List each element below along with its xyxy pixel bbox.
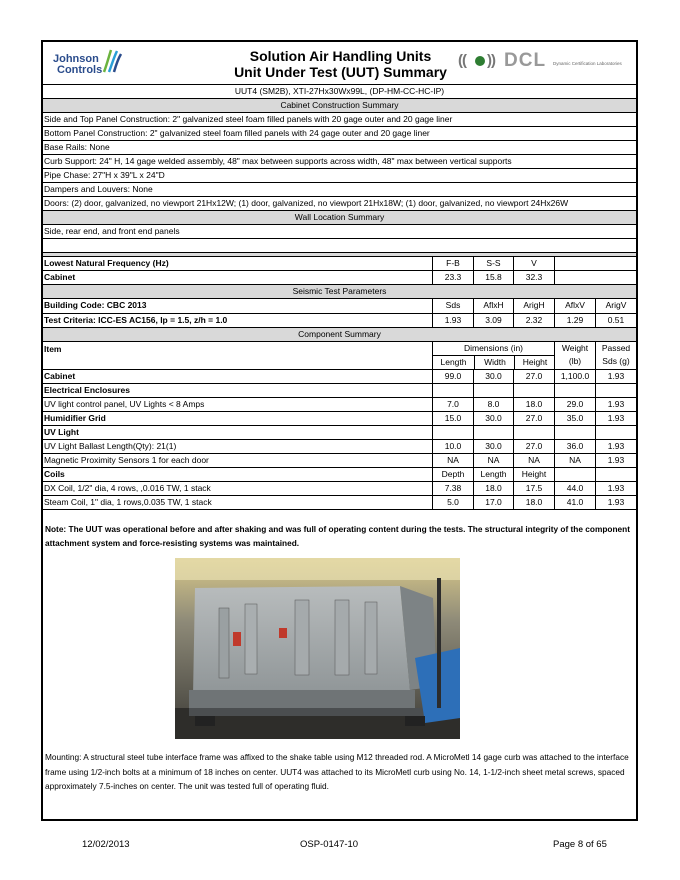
table-row: [43, 453, 636, 467]
row-cell: [473, 426, 513, 439]
wall-location-heading: Wall Location Summary: [43, 210, 636, 224]
johnson-controls-logo: [53, 48, 123, 80]
report-titles: [223, 48, 458, 80]
row-cell: Length: [473, 468, 513, 481]
operational-note: Note: The UUT was operational before and after shaking and was full of operating content during the tests. The structural integrity of the component attachment system and force-resisting systems was maintained.: [45, 524, 630, 548]
row-cell: 27.0: [513, 370, 554, 383]
freq-col: V: [513, 257, 554, 270]
construction-line: Curb Support: 24" H, 14 gage welded assembly, 48" max between supports across width, 48" max between vertical supports: [43, 154, 636, 168]
construction-line: Side and Top Panel Construction: 2" galvanized steel foam filled panels with 20 gage outer and 20 gage liner: [43, 112, 636, 126]
dim-col: Height: [514, 356, 555, 370]
row-label: UV light control panel, UV Lights < 8 Amps: [44, 399, 205, 409]
freq-value: 23.3: [432, 271, 473, 284]
freq-value: 32.3: [513, 271, 554, 284]
construction-line: Base Rails: None: [43, 140, 636, 154]
component-heading: Component Summary: [43, 327, 636, 341]
row-cell: 1.93: [595, 370, 636, 383]
frequency-row-label: Cabinet: [44, 272, 76, 282]
seismic-col: AflxH: [473, 299, 513, 313]
seismic-col: AflxV: [554, 299, 595, 313]
row-cell: NA: [432, 454, 473, 467]
construction-line: Bottom Panel Construction: 2" galvanized steel foam filled panels with 24 gage outer and 20 gage liner: [43, 126, 636, 140]
wall-location-text: Side, rear end, and front end panels: [43, 224, 636, 238]
row-cell: 17.0: [473, 496, 513, 509]
row-label: Steam Coil, 1" dia, 1 rows,0.035 TW, 1 stack: [44, 497, 212, 507]
row-cell: 7.0: [432, 398, 473, 411]
table-row: [43, 383, 636, 397]
freq-value: 15.8: [473, 271, 513, 284]
table-row: [43, 411, 636, 425]
row-label: Cabinet: [44, 371, 76, 381]
freq-col: F-B: [432, 257, 473, 270]
passed-header: [595, 342, 636, 369]
row-cell: 15.0: [432, 412, 473, 425]
row-cell: [595, 468, 636, 481]
item-label: Item: [44, 344, 62, 354]
dcl-wave-right-icon: )): [487, 52, 495, 69]
row-cell: [595, 384, 636, 397]
row-cell: 1.93: [595, 454, 636, 467]
table-row: [43, 439, 636, 453]
seismic-value: 1.93: [432, 314, 473, 327]
seismic-value: 0.51: [595, 314, 636, 327]
dcl-logo: [458, 52, 633, 72]
building-code: Building Code: CBC 2013: [44, 300, 147, 310]
seismic-col: Sds: [432, 299, 473, 313]
cabinet-construction-heading: Cabinet Construction Summary: [43, 98, 636, 112]
row-cell: 1.93: [595, 482, 636, 495]
row-cell: Depth: [432, 468, 473, 481]
test-criteria: Test Criteria: ICC-ES AC156, Ip = 1.5, z/h = 1.0: [44, 315, 228, 325]
row-cell: 1.93: [595, 440, 636, 453]
logo-line1: Johnson: [53, 53, 99, 65]
row-cell: 5.0: [432, 496, 473, 509]
report-subtitle: Unit Under Test (UUT) Summary: [234, 64, 447, 80]
row-cell: [513, 426, 554, 439]
construction-line: Pipe Chase: 27"H x 39"L x 24"D: [43, 168, 636, 182]
row-cell: 7.38: [432, 482, 473, 495]
uut-id-row: [43, 84, 636, 98]
uut-id: UUT4 (SM2B), XTI-27Hx30Wx99L, (DP-HM-CC-HC-IP): [234, 86, 445, 96]
row-cell: NA: [473, 454, 513, 467]
row-cell: Height: [513, 468, 554, 481]
row-cell: 8.0: [473, 398, 513, 411]
row-cell: [595, 426, 636, 439]
dims-label: Dimensions (in): [433, 342, 554, 356]
logo-mark-icon: [101, 48, 123, 74]
row-cell: 1,100.0: [554, 370, 595, 383]
construction-line: Doors: (2) door, galvanized, no viewport 21Hx12W; (1) door, galvanized, no viewport 21Hx18W; (1) door, galvanized, no viewport 24Hx26W: [43, 196, 636, 210]
weight-header: [554, 342, 595, 369]
row-cell: [554, 384, 595, 397]
row-cell: [473, 384, 513, 397]
row-cell: [554, 426, 595, 439]
row-label: Magnetic Proximity Sensors 1 for each door: [44, 455, 209, 465]
seismic-header-row: [43, 298, 636, 313]
row-cell: 18.0: [513, 496, 554, 509]
dim-col: Width: [474, 356, 515, 370]
dcl-subtitle: Dynamic Certification Laboratories: [553, 61, 622, 66]
row-label: UV Light: [44, 427, 79, 437]
row-cell: 36.0: [554, 440, 595, 453]
row-label: UV Light Ballast Length(Qty): 21(1): [44, 441, 177, 451]
table-row: [43, 467, 636, 481]
blank-row: [43, 238, 636, 252]
row-cell: [432, 384, 473, 397]
passed-unit: Sds (g): [602, 356, 630, 366]
row-cell: 30.0: [473, 440, 513, 453]
logo-line2: Controls: [57, 64, 103, 76]
row-cell: 27.0: [513, 412, 554, 425]
seismic-value: 1.29: [554, 314, 595, 327]
dcl-dot-icon: [475, 56, 485, 66]
freq-blank: [554, 271, 636, 284]
weight-label: Weight: [561, 343, 589, 353]
footer-date: 12/02/2013: [82, 839, 130, 850]
row-cell: 18.0: [513, 398, 554, 411]
row-cell: 10.0: [432, 440, 473, 453]
row-label: Coils: [44, 469, 65, 479]
frequency-label: Lowest Natural Frequency (Hz): [44, 258, 169, 268]
row-cell: 30.0: [473, 370, 513, 383]
row-cell: 1.93: [595, 496, 636, 509]
report-title: Solution Air Handling Units: [249, 48, 432, 64]
row-cell: 99.0: [432, 370, 473, 383]
row-cell: 30.0: [473, 412, 513, 425]
row-cell: 1.93: [595, 412, 636, 425]
construction-line: Dampers and Louvers: None: [43, 182, 636, 196]
table-row: [43, 495, 636, 509]
seismic-value: 2.32: [513, 314, 554, 327]
seismic-value-row: [43, 313, 636, 327]
weight-unit: (lb): [568, 356, 582, 366]
row-cell: 44.0: [554, 482, 595, 495]
seismic-col: ArigH: [513, 299, 554, 313]
row-label: Humidifier Grid: [44, 413, 106, 423]
row-cell: 27.0: [513, 440, 554, 453]
uut-photo-image: [175, 558, 460, 739]
row-cell: 35.0: [554, 412, 595, 425]
row-cell: NA: [554, 454, 595, 467]
component-header-row: [43, 341, 636, 369]
freq-col: S-S: [473, 257, 513, 270]
table-row: [43, 425, 636, 439]
dcl-name: DCL: [504, 50, 547, 71]
row-cell: [554, 468, 595, 481]
row-cell: [513, 384, 554, 397]
row-label: Electrical Enclosures: [44, 385, 130, 395]
row-cell: NA: [513, 454, 554, 467]
footer-doc-number: OSP-0147-10: [300, 839, 359, 850]
row-cell: 1.93: [595, 398, 636, 411]
freq-blank: [554, 257, 636, 270]
passed-label: Passed: [601, 343, 631, 353]
table-row: [43, 481, 636, 495]
row-cell: 29.0: [554, 398, 595, 411]
report-header: [43, 42, 636, 85]
seismic-heading: Seismic Test Parameters: [43, 284, 636, 298]
frequency-header-row: [43, 256, 636, 270]
dims-header: [432, 342, 554, 369]
row-cell: [432, 426, 473, 439]
row-cell: 18.0: [473, 482, 513, 495]
dim-col: Length: [440, 357, 467, 367]
row-cell: 41.0: [554, 496, 595, 509]
mounting-description: Mounting: A structural steel tube interface frame was affixed to the shake table using M12 threaded rod. A MicroMetl 14 gage curb was attached to the interface frame using 1/2-inch bolts at a minimum of 18 inches on center. UUT4 was attached to its MicroMetl curb using No. 14, 1-1/2-inch sheet metal screws, spaced approximately 7.5-inches on center. The unit was tested full of operating fluid.: [45, 752, 629, 791]
uut-photo: [175, 558, 460, 739]
dcl-wave-left-icon: ((: [458, 52, 466, 69]
row-label: DX Coil, 1/2" dia, 4 rows, ,0.016 TW, 1 stack: [44, 483, 211, 493]
table-bottom-rule: [43, 509, 636, 510]
report-frame: [41, 40, 638, 821]
seismic-col: ArigV: [595, 299, 636, 313]
frequency-value-row: [43, 270, 636, 284]
footer-page-number: Page 8 of 65: [553, 839, 607, 850]
table-row: [43, 369, 636, 383]
seismic-value: 3.09: [473, 314, 513, 327]
row-cell: 17.5: [513, 482, 554, 495]
table-row: [43, 397, 636, 411]
